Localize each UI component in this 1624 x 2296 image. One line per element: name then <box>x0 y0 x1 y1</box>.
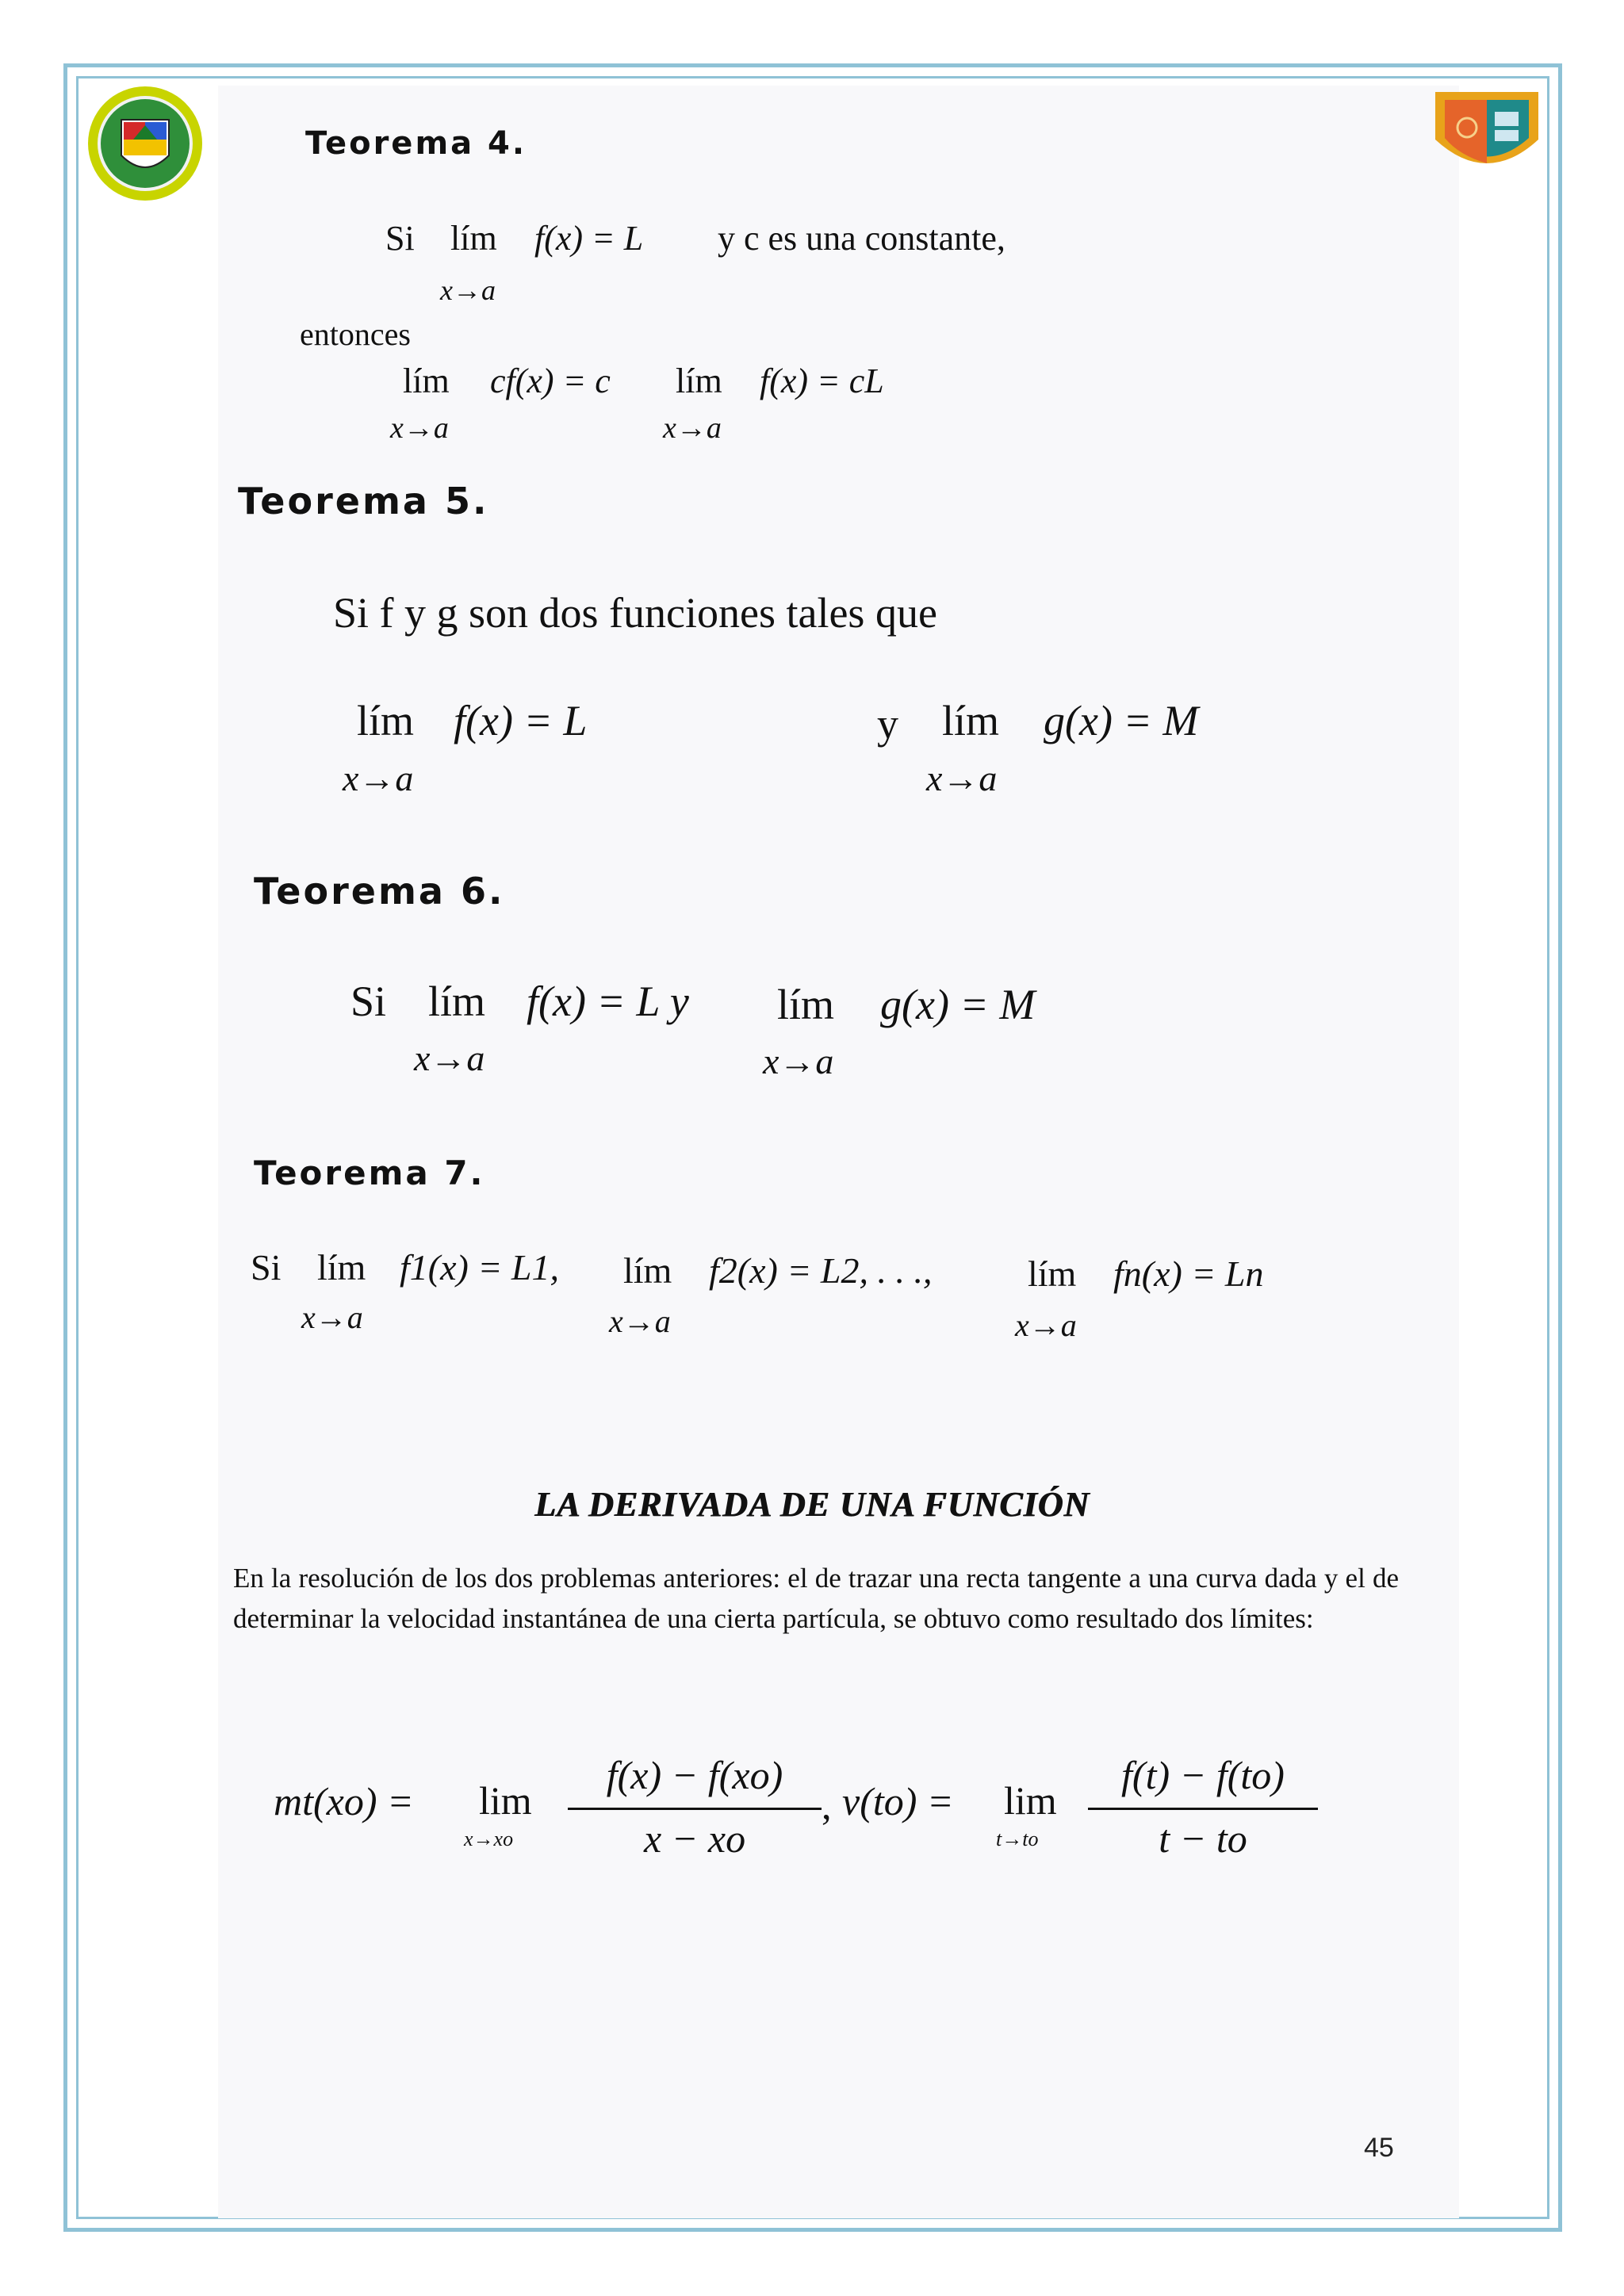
formula-lim-1: lim <box>479 1778 532 1823</box>
t7-expr-2: f2(x) = L2, . . ., <box>709 1250 933 1291</box>
page-number: 45 <box>1364 2133 1394 2163</box>
t5-y: y <box>877 700 898 748</box>
t6-under-2: x→a <box>763 1041 834 1081</box>
scanned-area <box>218 86 1459 2218</box>
fraction-bar-1 <box>568 1808 822 1810</box>
t4-lim-b: lím <box>676 362 722 400</box>
t5-under-2: x→a <box>926 758 998 798</box>
section-title: LA DERIVADA DE UNA FUNCIÓN <box>534 1485 1090 1524</box>
formula-under-2: t→to <box>996 1827 1039 1850</box>
t4-condition: y c es una constante, <box>718 219 1005 258</box>
faculty-shield-logo <box>1427 84 1546 187</box>
formula-lhs-2: v(to) = <box>842 1779 954 1823</box>
t5-under-1: x→a <box>343 758 414 798</box>
formula-den-2: t − to <box>1159 1816 1247 1861</box>
t5-expr-1: f(x) = L <box>454 697 588 744</box>
formula-fraction-2 <box>1088 1752 1318 1798</box>
formula-num-1: f(x) − f(xo) <box>606 1753 783 1797</box>
formula-den-2-wrap <box>1088 1816 1318 1862</box>
formula-den-1: x − xo <box>643 1816 746 1861</box>
t7-si: Si <box>251 1247 282 1288</box>
body-paragraph: En la resolución de los dos problemas anteriores: el de trazar una recta tangente a una curva dada y el de determinar la velocidad instantánea de una cierta partícula, se obtuvo como resultado dos límites: <box>233 1563 1399 1634</box>
t4-lim-a: lím <box>403 362 450 400</box>
t7-expr-1: f1(x) = L1, <box>400 1247 559 1288</box>
t4-f-eq-l: f(x) = L <box>534 219 644 258</box>
t4-under-a: x→a <box>390 411 449 445</box>
formula-separator: , <box>822 1783 832 1827</box>
t7-under-2: x→a <box>609 1303 671 1339</box>
t4-si: Si <box>385 219 415 258</box>
t5-lim-1: lím <box>357 697 415 744</box>
t6-under-1: x→a <box>414 1038 485 1078</box>
t7-under-3: x→a <box>1015 1307 1077 1343</box>
theorem-5-title: Teorema 5. <box>238 480 489 522</box>
t4-cf: cf(x) = c <box>490 362 611 400</box>
t4-lim: lím <box>450 219 497 258</box>
t5-expr-2: g(x) = M <box>1044 697 1199 744</box>
university-seal-logo <box>86 84 205 203</box>
t7-expr-3: fn(x) = Ln <box>1113 1253 1264 1294</box>
t4-under: x→a <box>440 274 496 306</box>
t4-f-eq-cl: f(x) = cL <box>760 362 884 400</box>
formula-under-1: x→xo <box>464 1827 514 1850</box>
t6-expr-2: g(x) = M <box>880 981 1036 1028</box>
t6-expr-1: f(x) = L y <box>527 978 689 1025</box>
t5-intro: Si f y g son dos funciones tales que <box>333 589 937 637</box>
t5-lim-2: lím <box>942 697 1000 744</box>
t6-si: Si <box>350 978 387 1025</box>
t7-under-1: x→a <box>301 1299 363 1335</box>
formula-lim-2: lim <box>1004 1778 1057 1823</box>
t4-entonces: entonces <box>300 316 411 352</box>
theorem-4-title: Teorema 4. <box>305 125 527 162</box>
t7-lim-2: lím <box>623 1250 672 1291</box>
t7-lim-3: lím <box>1028 1253 1077 1294</box>
t6-lim-2: lím <box>777 981 835 1028</box>
fraction-bar-2 <box>1088 1808 1318 1810</box>
theorem-6-title: Teorema 6. <box>254 870 505 913</box>
t7-lim-1: lím <box>317 1247 366 1288</box>
formula-num-2: f(t) − f(to) <box>1121 1753 1285 1797</box>
formula-fraction-1 <box>568 1752 822 1798</box>
t4-under-b: x→a <box>663 411 722 445</box>
t6-lim-1: lím <box>428 978 486 1025</box>
formula-lhs-1: mt(xo) = <box>274 1779 414 1823</box>
formula-den-1-wrap <box>568 1816 822 1862</box>
theorem-7-title: Teorema 7. <box>254 1154 485 1192</box>
